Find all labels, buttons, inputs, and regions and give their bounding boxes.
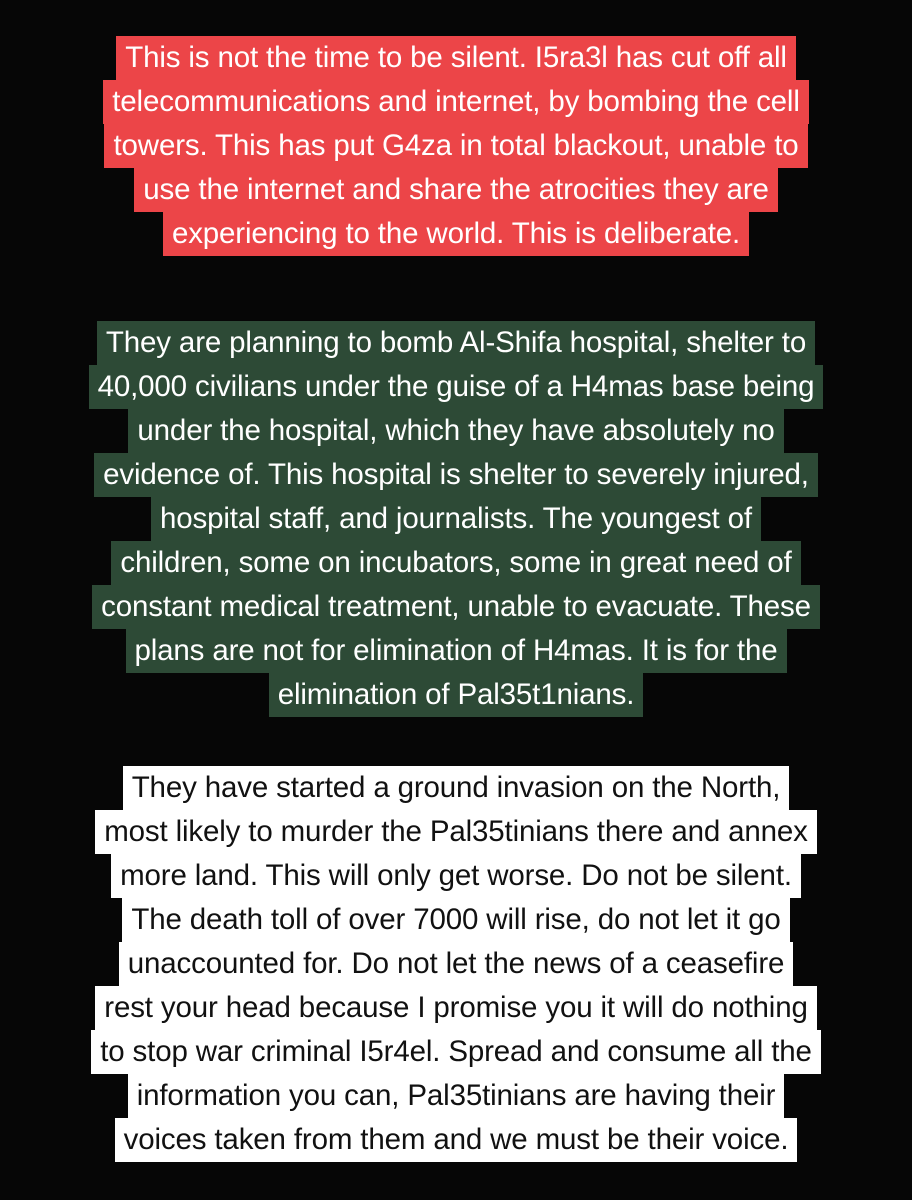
text-line: They are planning to bomb Al-Shifa hospital, shelter to: [97, 321, 815, 365]
text-line: evidence of. This hospital is shelter to severely injured,: [94, 453, 818, 497]
story-text-block-green: [0, 321, 912, 717]
text-line: elimination of Pal35t1nians.: [269, 673, 644, 717]
text-line: use the internet and share the atrocities they are: [134, 168, 778, 212]
story-text-block-red: [0, 36, 912, 256]
text-line: to stop war criminal I5r4el. Spread and consume all the: [91, 1030, 821, 1074]
text-line: They have started a ground invasion on the North,: [123, 766, 790, 810]
text-line: information you can, Pal35tinians are having their: [128, 1074, 785, 1118]
text-line: constant medical treatment, unable to evacuate. These: [92, 585, 820, 629]
text-line: plans are not for elimination of H4mas. It is for the: [126, 629, 787, 673]
text-line: This is not the time to be silent. I5ra3l has cut off all: [116, 36, 796, 80]
text-line: most likely to murder the Pal35tinians there and annex: [95, 810, 817, 854]
text-line: 40,000 civilians under the guise of a H4mas base being: [89, 365, 824, 409]
text-line: hospital staff, and journalists. The youngest of: [151, 497, 761, 541]
text-line: children, some on incubators, some in great need of: [111, 541, 800, 585]
text-line: towers. This has put G4za in total blackout, unable to: [104, 124, 807, 168]
text-line: experiencing to the world. This is deliberate.: [163, 212, 749, 256]
text-line: telecommunications and internet, by bombing the cell: [103, 80, 808, 124]
text-line: more land. This will only get worse. Do not be silent.: [111, 854, 801, 898]
text-line: rest your head because I promise you it will do nothing: [95, 986, 816, 1030]
text-line: voices taken from them and we must be their voice.: [115, 1118, 798, 1162]
text-line: unaccounted for. Do not let the news of a ceasefire: [119, 942, 794, 986]
text-line: under the hospital, which they have absolutely no: [128, 409, 783, 453]
story-text-block-white: [0, 766, 912, 1162]
text-line: The death toll of over 7000 will rise, do not let it go: [122, 898, 789, 942]
